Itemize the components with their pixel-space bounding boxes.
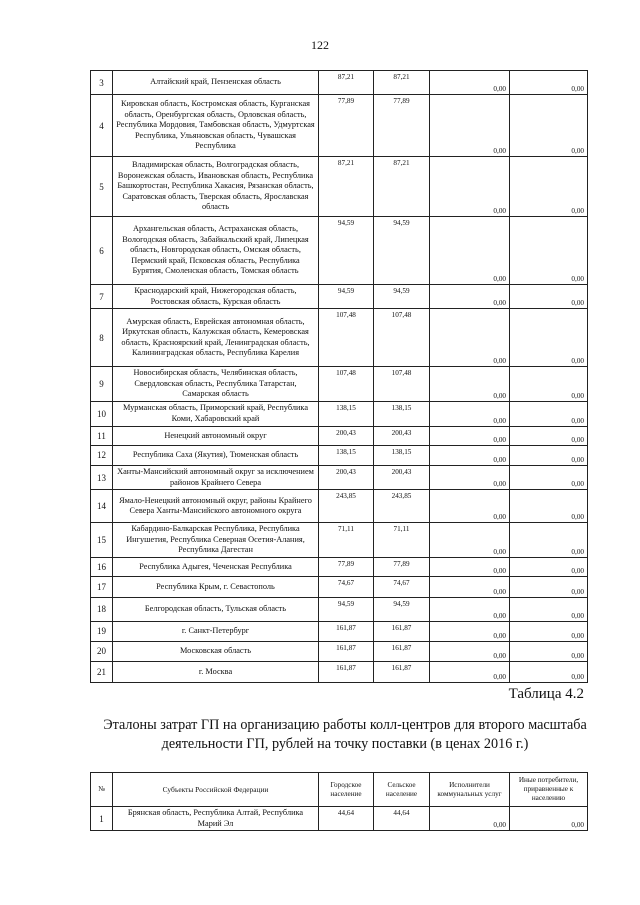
- table-row: [91, 445, 588, 465]
- other-consumers-value: 0,00: [510, 576, 588, 597]
- urban-value: 87,21: [319, 71, 374, 95]
- cost-table-continued: [90, 70, 588, 683]
- scan-mark: [125, 876, 126, 877]
- rural-value: 71,11: [374, 523, 430, 558]
- urban-value: 107,48: [319, 309, 374, 367]
- table-row: [91, 576, 588, 597]
- urban-value: 138,15: [319, 445, 374, 465]
- utilities-value: 0,00: [430, 661, 510, 682]
- table-row: [91, 621, 588, 641]
- rural-value: 94,59: [374, 285, 430, 309]
- rural-value: 243,85: [374, 490, 430, 523]
- table-row: [91, 71, 588, 95]
- other-consumers-value: 0,00: [510, 217, 588, 285]
- other-consumers-value: 0,00: [510, 557, 588, 576]
- utilities-value: 0,00: [430, 309, 510, 367]
- table-header-row: [91, 773, 588, 807]
- region-cell: Краснодарский край, Нижегородская область, Ростовская область, Курская область: [113, 285, 319, 309]
- other-consumers-value: 0,00: [510, 641, 588, 661]
- row-number: 1: [91, 807, 113, 831]
- table-row: [91, 401, 588, 426]
- other-consumers-value: 0,00: [510, 309, 588, 367]
- region-cell: Брянская область, Республика Алтай, Республика Марий Эл: [113, 807, 319, 831]
- header-utilities: Исполнители коммунальных услуг: [430, 773, 510, 807]
- row-number: 17: [91, 576, 113, 597]
- region-cell: Владимирская область, Волгоградская область, Воронежская область, Ивановская область, Республика Башкортостан, Республика Хакасия, Рязанская область, Саратовская область, Тверская область, Ярославская область: [113, 157, 319, 217]
- region-cell: Архангельская область, Астраханская область, Вологодская область, Забайкальский край, Липецкая область, Новгородская область, Омская область, Пермский край, Псковская область, Республика Бурятия, Смоленская область, Томская область: [113, 217, 319, 285]
- region-cell: Амурская область, Еврейская автономная область, Иркутская область, Калужская область, Кемеровская область, Красноярский край, Ленинградская область, Калининградская область, Республика Карелия: [113, 309, 319, 367]
- other-consumers-value: 0,00: [510, 597, 588, 621]
- utilities-value: 0,00: [430, 490, 510, 523]
- row-number: 12: [91, 445, 113, 465]
- rural-value: 161,87: [374, 621, 430, 641]
- urban-value: 161,87: [319, 621, 374, 641]
- other-consumers-value: 0,00: [510, 367, 588, 402]
- rural-value: 87,21: [374, 157, 430, 217]
- urban-value: 71,11: [319, 523, 374, 558]
- utilities-value: 0,00: [430, 157, 510, 217]
- utilities-value: 0,00: [430, 465, 510, 489]
- other-consumers-value: 0,00: [510, 401, 588, 426]
- table-row: [91, 523, 588, 558]
- other-consumers-value: 0,00: [510, 426, 588, 445]
- table-row: [91, 95, 588, 157]
- other-consumers-value: 0,00: [510, 157, 588, 217]
- table-caption: Эталоны затрат ГП на организацию работы колл-центров для второго масштаба деятельности ГП, рублей на точку поставки (в ценах 2016 г.): [103, 717, 587, 752]
- region-cell: Ямало-Ненецкий автономный округ, районы Крайнего Севера Ханты-Мансийского автономного округа: [113, 490, 319, 523]
- table-row: [91, 661, 588, 682]
- header-region: Субъекты Российской Федерации: [113, 773, 319, 807]
- cost-table-4-2-body: [91, 807, 588, 831]
- urban-value: 94,59: [319, 597, 374, 621]
- rural-value: 200,43: [374, 465, 430, 489]
- table-row: [91, 490, 588, 523]
- urban-value: 107,48: [319, 367, 374, 402]
- row-number: 11: [91, 426, 113, 445]
- urban-value: 200,43: [319, 426, 374, 445]
- row-number: 13: [91, 465, 113, 489]
- row-number: 6: [91, 217, 113, 285]
- row-number: 8: [91, 309, 113, 367]
- table-row: [91, 309, 588, 367]
- cost-table-body: [91, 71, 588, 683]
- table-row: [91, 807, 588, 831]
- urban-value: 77,89: [319, 95, 374, 157]
- row-number: 18: [91, 597, 113, 621]
- utilities-value: 0,00: [430, 367, 510, 402]
- utilities-value: 0,00: [430, 597, 510, 621]
- row-number: 5: [91, 157, 113, 217]
- region-cell: Республика Саха (Якутия), Тюменская область: [113, 445, 319, 465]
- rural-value: 94,59: [374, 217, 430, 285]
- utilities-value: 0,00: [430, 557, 510, 576]
- region-cell: г. Москва: [113, 661, 319, 682]
- utilities-value: 0,00: [430, 217, 510, 285]
- urban-value: 243,85: [319, 490, 374, 523]
- other-consumers-value: 0,00: [510, 807, 588, 831]
- rural-value: 77,89: [374, 95, 430, 157]
- rural-value: 107,48: [374, 309, 430, 367]
- urban-value: 161,87: [319, 641, 374, 661]
- region-cell: Ненецкий автономный округ: [113, 426, 319, 445]
- urban-value: 74,67: [319, 576, 374, 597]
- region-cell: Кабардино-Балкарская Республика, Республика Ингушетия, Республика Северная Осетия-Алания, Республика Дагестан: [113, 523, 319, 558]
- urban-value: 138,15: [319, 401, 374, 426]
- row-number: 21: [91, 661, 113, 682]
- urban-value: 94,59: [319, 217, 374, 285]
- other-consumers-value: 0,00: [510, 621, 588, 641]
- region-cell: Новосибирская область, Челябинская область, Свердловская область, Республика Татарстан, Самарская область: [113, 367, 319, 402]
- other-consumers-value: 0,00: [510, 465, 588, 489]
- header-number: №: [91, 773, 113, 807]
- row-number: 15: [91, 523, 113, 558]
- utilities-value: 0,00: [430, 523, 510, 558]
- row-number: 19: [91, 621, 113, 641]
- other-consumers-value: 0,00: [510, 71, 588, 95]
- rural-value: 138,15: [374, 445, 430, 465]
- other-consumers-value: 0,00: [510, 661, 588, 682]
- page-number: 122: [311, 38, 329, 52]
- urban-value: 200,43: [319, 465, 374, 489]
- rural-value: 77,89: [374, 557, 430, 576]
- header-other-consumers: Иные потребители, приравненные к населению: [510, 773, 588, 807]
- rural-value: 107,48: [374, 367, 430, 402]
- row-number: 4: [91, 95, 113, 157]
- other-consumers-value: 0,00: [510, 285, 588, 309]
- cost-table-4-2: [90, 772, 588, 831]
- other-consumers-value: 0,00: [510, 445, 588, 465]
- utilities-value: 0,00: [430, 445, 510, 465]
- row-number: 9: [91, 367, 113, 402]
- utilities-value: 0,00: [430, 807, 510, 831]
- table-row: [91, 557, 588, 576]
- urban-value: 94,59: [319, 285, 374, 309]
- region-cell: Республика Адыгея, Чеченская Республика: [113, 557, 319, 576]
- rural-value: 161,87: [374, 661, 430, 682]
- utilities-value: 0,00: [430, 576, 510, 597]
- urban-value: 161,87: [319, 661, 374, 682]
- table-row: [91, 285, 588, 309]
- utilities-value: 0,00: [430, 285, 510, 309]
- utilities-value: 0,00: [430, 426, 510, 445]
- row-number: 3: [91, 71, 113, 95]
- rural-value: 94,59: [374, 597, 430, 621]
- utilities-value: 0,00: [430, 71, 510, 95]
- header-rural: Сельское население: [374, 773, 430, 807]
- rural-value: 161,87: [374, 641, 430, 661]
- table-row: [91, 367, 588, 402]
- region-cell: Республика Крым, г. Севастополь: [113, 576, 319, 597]
- utilities-value: 0,00: [430, 621, 510, 641]
- table-row: [91, 641, 588, 661]
- table-row: [91, 465, 588, 489]
- region-cell: Белгородская область, Тульская область: [113, 597, 319, 621]
- row-number: 16: [91, 557, 113, 576]
- region-cell: г. Санкт-Петербург: [113, 621, 319, 641]
- region-cell: Московская область: [113, 641, 319, 661]
- region-cell: Ханты-Мансийский автономный округ за исключением районов Крайнего Севера: [113, 465, 319, 489]
- utilities-value: 0,00: [430, 95, 510, 157]
- row-number: 14: [91, 490, 113, 523]
- other-consumers-value: 0,00: [510, 523, 588, 558]
- table-row: [91, 597, 588, 621]
- table-label: Таблица 4.2: [508, 686, 584, 702]
- utilities-value: 0,00: [430, 641, 510, 661]
- region-cell: Мурманская область, Приморский край, Республика Коми, Хабаровский край: [113, 401, 319, 426]
- other-consumers-value: 0,00: [510, 95, 588, 157]
- row-number: 10: [91, 401, 113, 426]
- utilities-value: 0,00: [430, 401, 510, 426]
- row-number: 20: [91, 641, 113, 661]
- rural-value: 138,15: [374, 401, 430, 426]
- other-consumers-value: 0,00: [510, 490, 588, 523]
- urban-value: 44,64: [319, 807, 374, 831]
- rural-value: 200,43: [374, 426, 430, 445]
- rural-value: 87,21: [374, 71, 430, 95]
- row-number: 7: [91, 285, 113, 309]
- table-row: [91, 217, 588, 285]
- table-row: [91, 426, 588, 445]
- urban-value: 87,21: [319, 157, 374, 217]
- rural-value: 44,64: [374, 807, 430, 831]
- rural-value: 74,67: [374, 576, 430, 597]
- urban-value: 77,89: [319, 557, 374, 576]
- region-cell: Алтайский край, Пензенская область: [113, 71, 319, 95]
- table-row: [91, 157, 588, 217]
- region-cell: Кировская область, Костромская область, Курганская область, Оренбургская область, Орловская область, Республика Мордовия, Тамбовская область, Удмуртская Республика, Ульяновская область, Чувашская Республика: [113, 95, 319, 157]
- header-urban: Городское население: [319, 773, 374, 807]
